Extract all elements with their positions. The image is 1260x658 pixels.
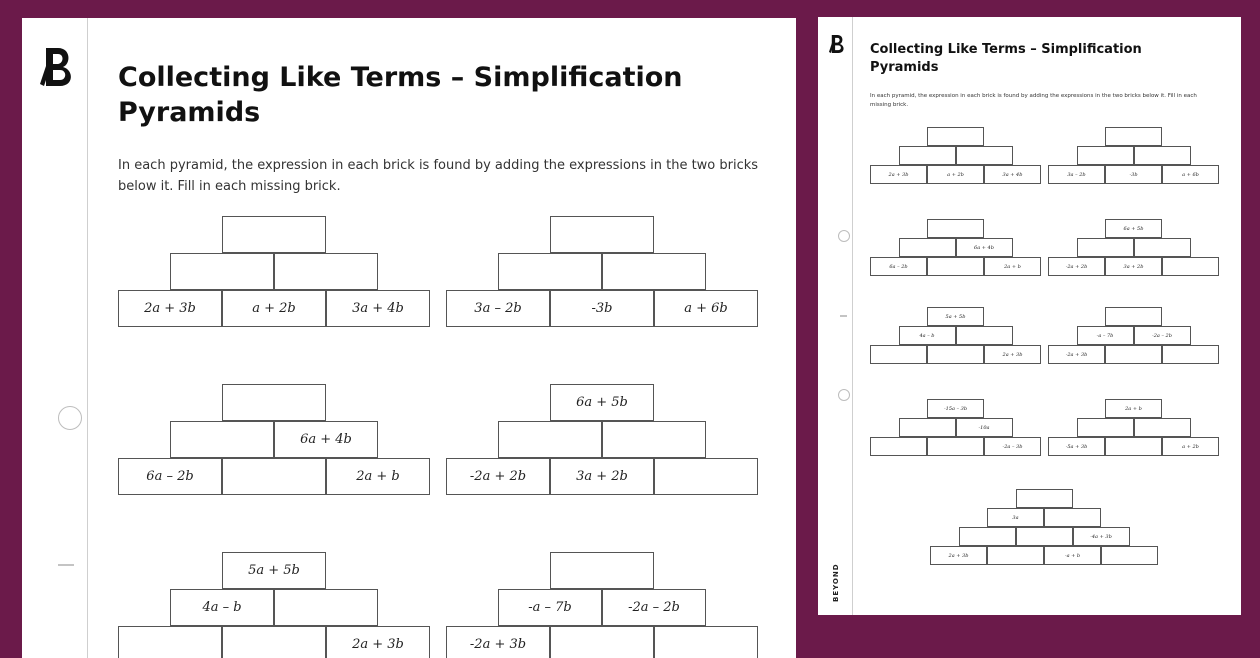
pyramid-brick: -2a + 2b <box>446 458 550 495</box>
pyramid-brick[interactable] <box>1044 508 1101 527</box>
pyramid-brick[interactable] <box>899 418 956 437</box>
pyramid-brick[interactable] <box>1016 527 1073 546</box>
pyramid-brick: 6a + 4b <box>274 421 378 458</box>
pyramid-brick: -a – 7b <box>498 589 602 626</box>
pyramid-brick[interactable] <box>1077 418 1134 437</box>
punch-hole <box>838 389 850 401</box>
pyramid-brick: -a – 7b <box>1077 326 1134 345</box>
brand-label: BEYOND <box>832 563 840 602</box>
pyramid-brick: 6a – 2b <box>118 458 222 495</box>
pyramid-brick: -5a + 3b <box>1048 437 1105 456</box>
pyramid-brick[interactable] <box>1162 345 1219 364</box>
pyramid-brick[interactable] <box>927 257 984 276</box>
pyramid-brick[interactable] <box>870 345 927 364</box>
page-title: Collecting Like Terms – Simplification Pyramids <box>118 62 683 128</box>
pyramid-brick: 6a – 2b <box>870 257 927 276</box>
pyramid-brick[interactable] <box>274 253 378 290</box>
pyramid-brick[interactable] <box>1077 238 1134 257</box>
pyramid-brick[interactable] <box>654 626 758 658</box>
pyramid-brick[interactable] <box>927 437 984 456</box>
pyramid-brick: -2a + 3b <box>446 626 550 658</box>
pyramid-brick: a + 6b <box>654 290 758 327</box>
pyramid-brick: 3a + 4b <box>984 165 1041 184</box>
pyramid-brick: 2a + 3b <box>930 546 987 565</box>
pyramid-brick[interactable] <box>222 216 326 253</box>
pyramid-brick[interactable] <box>927 345 984 364</box>
worksheet-page-small <box>818 17 1241 615</box>
margin-line <box>87 18 88 658</box>
pyramid-brick: a + 2b <box>927 165 984 184</box>
pyramid-brick: 3a + 2b <box>550 458 654 495</box>
pyramid-brick[interactable] <box>118 626 222 658</box>
pyramid-brick[interactable] <box>870 437 927 456</box>
pyramid-brick: 4a – b <box>170 589 274 626</box>
beyond-logo-icon <box>828 33 846 55</box>
pyramid-brick: 2a + 3b <box>118 290 222 327</box>
pyramid-brick: -2a – 2b <box>1134 326 1191 345</box>
pyramid-brick: 5a + 5b <box>927 307 984 326</box>
pyramid-brick[interactable] <box>899 238 956 257</box>
pyramid-brick: a + 2b <box>1162 437 1219 456</box>
pyramid-brick[interactable] <box>956 326 1013 345</box>
pyramid-brick[interactable] <box>274 589 378 626</box>
pyramid-brick[interactable] <box>956 146 1013 165</box>
beyond-logo-icon <box>38 46 76 88</box>
instructions: In each pyramid, the expression in each brick is found by adding the expressions in the two bricks below it. Fill in each missing brick. <box>118 158 759 194</box>
pyramid-brick: 3a <box>987 508 1044 527</box>
pyramid-brick: a + 2b <box>222 290 326 327</box>
pyramid-brick[interactable] <box>1105 127 1162 146</box>
pyramid-brick[interactable] <box>550 626 654 658</box>
pyramid-brick: 2a + b <box>1105 399 1162 418</box>
worksheet-page-large <box>22 18 796 658</box>
pyramid-brick: 2a + b <box>326 458 430 495</box>
pyramid-brick: 2a + 3b <box>984 345 1041 364</box>
pyramid-brick[interactable] <box>170 253 274 290</box>
pyramid-brick[interactable] <box>222 384 326 421</box>
pyramid-brick: 3a – 2b <box>446 290 550 327</box>
pyramid-brick: 2a + 3b <box>870 165 927 184</box>
pyramid-brick: a + 6b <box>1162 165 1219 184</box>
instructions: In each pyramid, the expression in each brick is found by adding the expressions in the two bricks below it. Fill in each missing brick. <box>870 93 1197 108</box>
pyramid-brick: 2a + b <box>984 257 1041 276</box>
margin-line <box>852 17 853 615</box>
pyramid-brick[interactable] <box>987 546 1044 565</box>
pyramid-brick[interactable] <box>1077 146 1134 165</box>
pyramid-brick: 3a – 2b <box>1048 165 1105 184</box>
pyramid-brick[interactable] <box>498 253 602 290</box>
pyramid-brick[interactable] <box>550 216 654 253</box>
pyramid-brick[interactable] <box>550 552 654 589</box>
pyramid-brick: -2a – 3b <box>984 437 1041 456</box>
pyramid-brick: -3b <box>1105 165 1162 184</box>
pyramid-brick[interactable] <box>1134 146 1191 165</box>
punch-hole <box>58 406 82 430</box>
pyramid-brick[interactable] <box>498 421 602 458</box>
pyramid-brick[interactable] <box>602 253 706 290</box>
page-title: Collecting Like Terms – Simplification Pyramids <box>870 42 1142 75</box>
pyramid-brick[interactable] <box>1101 546 1158 565</box>
pyramid-brick[interactable] <box>927 219 984 238</box>
pyramid-brick[interactable] <box>899 146 956 165</box>
pyramid-brick[interactable] <box>654 458 758 495</box>
pyramid-brick[interactable] <box>222 458 326 495</box>
margin-dash <box>840 315 847 317</box>
pyramid-brick[interactable] <box>1162 257 1219 276</box>
pyramid-brick[interactable] <box>1105 307 1162 326</box>
pyramid-brick: -4a + 3b <box>1073 527 1130 546</box>
pyramid-brick: -15a – 3b <box>927 399 984 418</box>
pyramid-brick[interactable] <box>927 127 984 146</box>
pyramid-brick[interactable] <box>222 626 326 658</box>
pyramid-brick: 5a + 5b <box>222 552 326 589</box>
pyramid-brick: 3a + 4b <box>326 290 430 327</box>
pyramid-brick: -3b <box>550 290 654 327</box>
pyramid-brick[interactable] <box>1016 489 1073 508</box>
pyramid-brick: -a + b <box>1044 546 1101 565</box>
pyramid-brick[interactable] <box>1134 238 1191 257</box>
pyramid-brick[interactable] <box>1134 418 1191 437</box>
pyramid-brick[interactable] <box>170 421 274 458</box>
pyramid-brick: -2a + 3b <box>1048 345 1105 364</box>
pyramid-brick: 6a + 5b <box>550 384 654 421</box>
punch-hole <box>838 230 850 242</box>
pyramid-brick[interactable] <box>1105 345 1162 364</box>
pyramid-brick: 3a + 2b <box>1105 257 1162 276</box>
pyramid-brick: 6a + 4b <box>956 238 1013 257</box>
pyramid-brick[interactable] <box>1105 437 1162 456</box>
pyramid-brick: -2a – 2b <box>602 589 706 626</box>
pyramid-brick[interactable] <box>602 421 706 458</box>
pyramid-brick[interactable] <box>959 527 1016 546</box>
pyramid-brick: 4a – b <box>899 326 956 345</box>
margin-dash <box>58 564 74 566</box>
pyramid-brick: 2a + 3b <box>326 626 430 658</box>
pyramid-brick: -2a + 2b <box>1048 257 1105 276</box>
pyramid-brick: -10a <box>956 418 1013 437</box>
pyramid-brick: 6a + 5b <box>1105 219 1162 238</box>
